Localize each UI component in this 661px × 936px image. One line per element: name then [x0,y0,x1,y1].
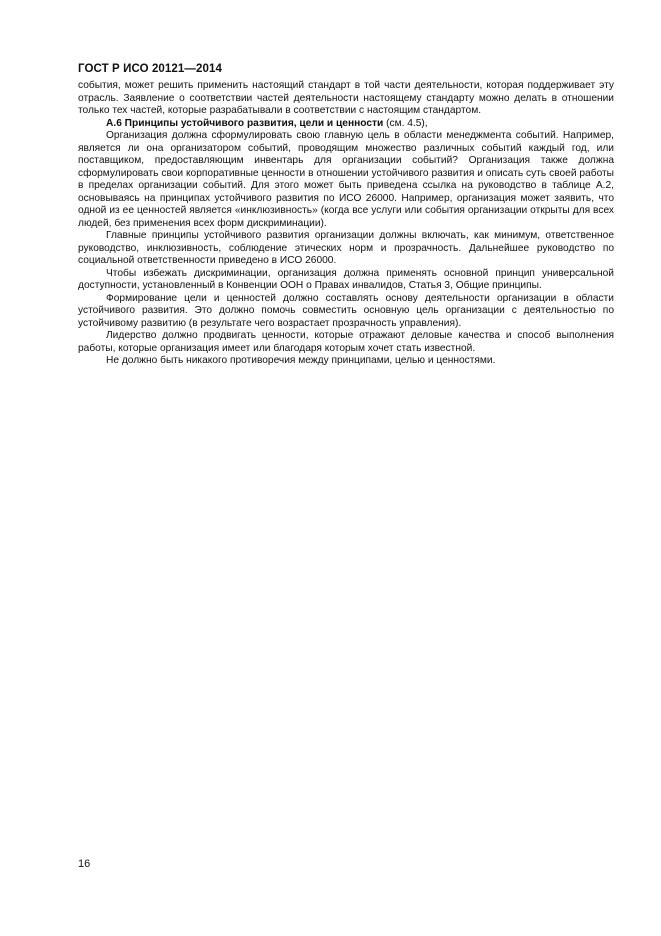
paragraph-main-goal: Организация должна сформулировать свою главную цель в области менеджмента событий. Например, является ли она организатором событий, проводящим множество различных событий каждый год, или поставщиком, предоставляющим инвентарь для организации событий? Организация также должна сформулировать свои корпоративные ценности в отношении устойчивого развития и описать суть своей работы в пределах организации событий. Для этого может быть приведена ссылка на руководство в таблице А.2, основываясь на принципах устойчивого развития по ИСО 26000. Например, организация может заявить, что одной из ее ценностей является «инклюзивность» (когда все услуги или события организации открыты для всех людей, без применения всех форм дискриминации). [78,130,614,229]
document-body [78,80,614,368]
paragraph-continuation: события, может решить применить настоящий стандарт в той части деятельности, которая поддерживает эту отрасль. Заявление о соответствии частей деятельности настоящему стандарту можно делать в отношении только тех частей, которые разрабатывали в соответствии с настоящим стандартом. [78,80,614,116]
document-header: ГОСТ Р ИСО 20121—2014 [78,63,223,75]
section-reference: (см. 4.5), [383,117,428,129]
paragraph-no-contradiction: Не должно быть никакого противоречия между принципами, целью и ценностями. [106,355,496,366]
paragraph-principles: Главные принципы устойчивого развития организации должны включать, как минимум, ответственное руководство, инклюзивность, соблюдение этических норм и прозрачность. Дальнейшее руководство по социальной ответственности приведено в ИСО 26000. [78,230,614,266]
paragraph-leadership: Лидерство должно продвигать ценности, которые отражают деловые качества и способ выполнения работы, которые организация имеет или благодаря которым хочет стать известной. [78,330,614,354]
section-heading: А.6 Принципы устойчивого развития, цели и ценности [106,117,384,129]
page-number: 16 [78,858,91,870]
paragraph-goals-values: Формирование цели и ценностей должно составлять основу деятельности организации в области устойчивого развития. Это должно помочь совместить основную цель организации с деятельностью по устойчивому развитию (в результате чего возрастает прозрачность управления). [78,292,614,329]
section-heading-line [78,118,614,131]
paragraph-discrimination: Чтобы избежать дискриминации, организация должна применять основной принцип универсальной доступности, установленный в Конвенции ООН о Правах инвалидов, Статья 3, Общие принципы. [78,267,614,291]
